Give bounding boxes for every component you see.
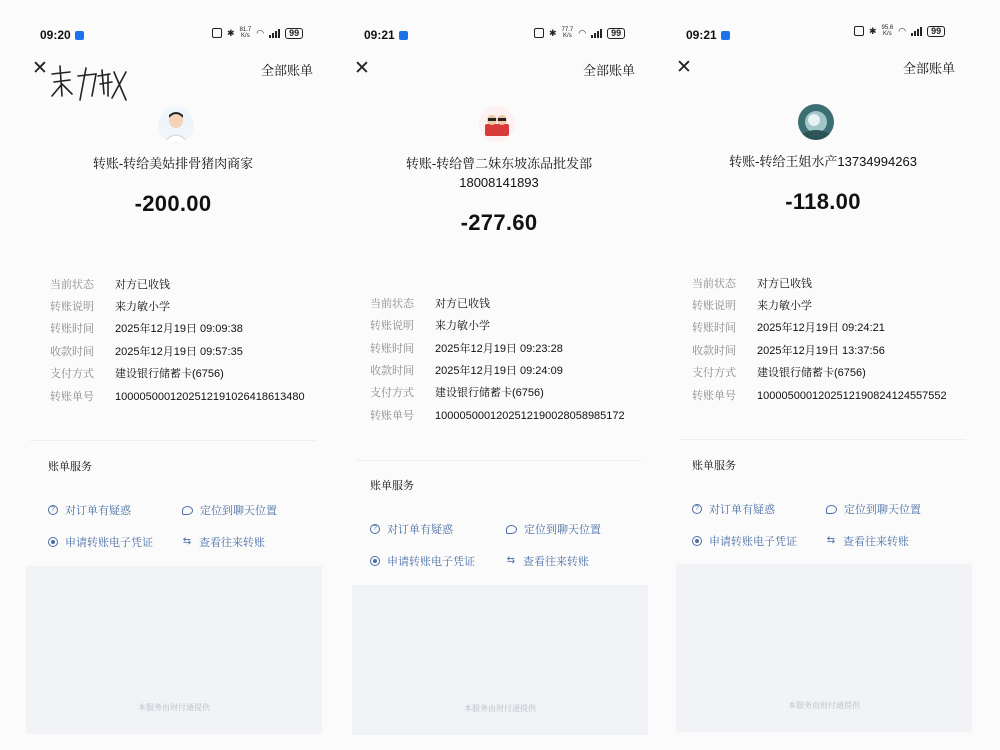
status-bar-icons: [212, 27, 303, 39]
network-speed: 81.7 K/s: [239, 27, 252, 39]
bill-services-title: 账单服务: [48, 461, 92, 473]
detail-row-order-no: 转账单号 1000050001202512190028058985172: [370, 410, 625, 422]
recipient-name: 转账-转给王姐水产13734994263: [729, 154, 917, 169]
nfc-icon: [212, 28, 222, 38]
wifi-icon: ◠: [578, 27, 587, 38]
recipient-name: 转账-转给美姑排骨猪肉商家: [92, 156, 254, 171]
app-badge-icon: [75, 31, 84, 40]
chat-bubble-icon: [182, 506, 193, 515]
all-bills-link[interactable]: 全部账单: [261, 63, 314, 78]
recipient-name: 转账-转给曾二妹东坡冻品批发部: [405, 156, 593, 171]
all-bills-link[interactable]: 全部账单: [583, 63, 636, 78]
voucher-icon: [48, 537, 58, 547]
view-history-link[interactable]: ⇆ 查看往来转账: [182, 536, 265, 549]
nfc-icon: [854, 26, 864, 36]
swap-arrows-icon: ⇆: [506, 555, 516, 566]
swap-arrows-icon: ⇆: [182, 536, 192, 547]
transfer-amount: -118.00: [785, 189, 861, 214]
battery-indicator: 99: [927, 26, 945, 37]
status-bar-time: 09:21: [686, 26, 730, 44]
section-divider: [30, 440, 316, 441]
status-bar-time: 09:20: [40, 26, 84, 44]
app-badge-icon: [399, 31, 408, 40]
detail-row-receive-time: 收款时间 2025年12月19日 13:37:56: [692, 345, 885, 357]
detail-row-note: 转账说明 来力敏小学: [692, 300, 812, 312]
recipient-avatar: [158, 107, 194, 143]
signal-icon: [269, 29, 280, 38]
transfer-amount: -200.00: [134, 191, 212, 216]
bluetooth-icon: ✱: [227, 27, 235, 38]
close-icon[interactable]: ✕: [32, 58, 48, 79]
swap-arrows-icon: ⇆: [826, 535, 836, 546]
detail-row-status: 当前状态 对方已收钱: [692, 278, 812, 290]
bluetooth-icon: ✱: [869, 25, 877, 36]
apply-voucher-link[interactable]: 申请转账电子凭证: [370, 553, 475, 569]
detail-row-payment-method: 支付方式 建设银行储蓄卡(6756): [370, 387, 544, 399]
locate-chat-link[interactable]: 定位到聊天位置: [506, 521, 601, 537]
close-icon[interactable]: ✕: [354, 58, 370, 79]
detail-row-transfer-time: 转账时间 2025年12月19日 09:23:28: [370, 343, 563, 355]
chat-bubble-icon: [506, 525, 517, 534]
transfer-detail-screen-2: [338, 0, 660, 750]
voucher-icon: [370, 556, 380, 566]
status-bar-icons: [854, 25, 945, 37]
bluetooth-icon: ✱: [549, 27, 557, 38]
app-badge-icon: [721, 31, 730, 40]
service-provider-footer: 本服务由财付通提供: [788, 701, 860, 710]
section-divider: [356, 460, 642, 461]
apply-voucher-link[interactable]: 申请转账电子凭证: [48, 534, 153, 550]
question-order-link[interactable]: ? 对订单有疑惑: [48, 502, 131, 518]
question-icon: ?: [48, 505, 58, 515]
recipient-avatar: [479, 106, 515, 142]
question-icon: ?: [370, 524, 380, 534]
signal-icon: [911, 27, 922, 36]
handwritten-signature: [48, 62, 130, 104]
voucher-icon: [692, 536, 702, 546]
view-history-link[interactable]: ⇆ 查看往来转账: [826, 535, 909, 548]
signal-icon: [591, 29, 602, 38]
all-bills-link[interactable]: 全部账单: [903, 61, 956, 76]
status-bar-icons: [534, 27, 625, 39]
detail-row-note: 转账说明 来力敏小学: [50, 301, 170, 313]
network-speed: 95.6 K/s: [881, 25, 894, 37]
locate-chat-link[interactable]: 定位到聊天位置: [182, 502, 277, 518]
battery-indicator: 99: [607, 28, 625, 39]
service-provider-footer: 本服务由财付通提供: [464, 704, 536, 713]
detail-row-order-no: 转账单号 1000050001202512191026418613480: [50, 391, 305, 403]
detail-row-note: 转账说明 来力敏小学: [370, 320, 490, 332]
question-order-link[interactable]: ? 对订单有疑惑: [370, 521, 453, 537]
service-provider-footer: 本服务由财付通提供: [138, 703, 210, 712]
recipient-avatar: [798, 104, 834, 140]
battery-indicator: 99: [285, 28, 303, 39]
bill-services-title: 账单服务: [370, 480, 414, 492]
bill-services-title: 账单服务: [692, 460, 736, 472]
transfer-amount: -277.60: [460, 210, 538, 235]
network-speed: 77.7 K/s: [561, 27, 574, 39]
detail-row-status: 当前状态 对方已收钱: [370, 298, 490, 310]
wifi-icon: ◠: [256, 27, 265, 38]
nfc-icon: [534, 28, 544, 38]
detail-row-transfer-time: 转账时间 2025年12月19日 09:24:21: [692, 322, 885, 334]
view-history-link[interactable]: ⇆ 查看往来转账: [506, 555, 589, 568]
transfer-detail-screen-3: [662, 0, 984, 750]
section-divider: [680, 439, 966, 440]
detail-row-payment-method: 支付方式 建设银行储蓄卡(6756): [50, 368, 224, 380]
question-icon: ?: [692, 504, 702, 514]
apply-voucher-link[interactable]: 申请转账电子凭证: [692, 533, 797, 549]
detail-row-transfer-time: 转账时间 2025年12月19日 09:09:38: [50, 323, 243, 335]
recipient-phone: 18008141893: [459, 175, 539, 190]
wifi-icon: ◠: [898, 25, 907, 36]
locate-chat-link[interactable]: 定位到聊天位置: [826, 501, 921, 517]
detail-row-receive-time: 收款时间 2025年12月19日 09:57:35: [50, 346, 243, 358]
detail-row-payment-method: 支付方式 建设银行储蓄卡(6756): [692, 367, 866, 379]
close-icon[interactable]: ✕: [676, 57, 692, 78]
chat-bubble-icon: [826, 505, 837, 514]
status-bar-time: 09:21: [364, 26, 408, 44]
detail-row-receive-time: 收款时间 2025年12月19日 09:24:09: [370, 365, 563, 377]
question-order-link[interactable]: ? 对订单有疑惑: [692, 501, 775, 517]
detail-row-order-no: 转账单号 1000050001202512190824124557552: [692, 390, 947, 402]
transfer-detail-screen-1: [12, 0, 334, 750]
detail-row-status: 当前状态 对方已收钱: [50, 279, 170, 291]
